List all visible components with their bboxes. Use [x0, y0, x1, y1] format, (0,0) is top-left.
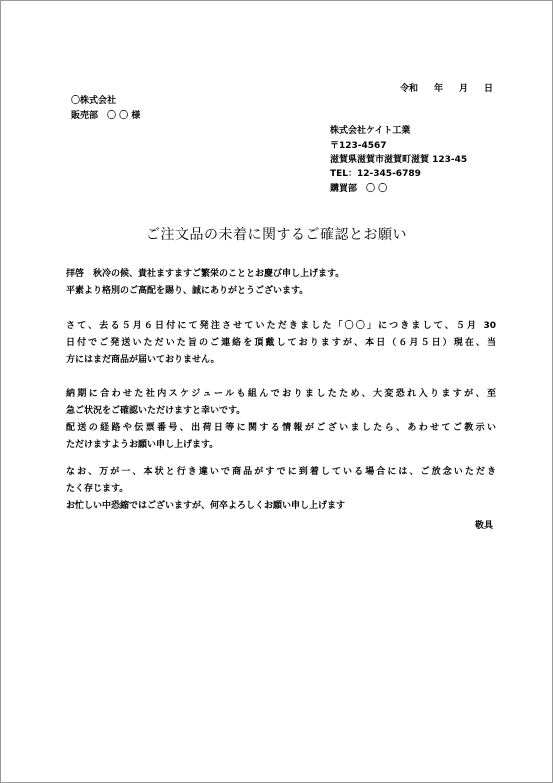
body-line: ただけますようお願い申し上げます。 — [66, 440, 219, 450]
paragraph-closing — [66, 464, 496, 515]
paragraph-greeting — [66, 266, 496, 300]
paragraph-issue — [66, 318, 496, 369]
body-line: お忙しい中恐縮ではございますが、何卒よろしくお願い申し上げます — [66, 501, 346, 511]
body-line: 急ご状況をご確認いただけますと幸いです。 — [66, 406, 246, 416]
body-line: 日付でご発送いただいた旨のご連絡を頂戴しておりますが、本日（６月５日）現在、当 — [66, 338, 496, 348]
date-era: 令和 — [399, 84, 418, 94]
date-year: 年 — [433, 84, 443, 94]
sender-address: 滋賀県滋賀市滋賀町滋賀 123-45 — [330, 155, 468, 165]
date-month: 月 — [458, 84, 468, 94]
date-day: 日 — [483, 84, 493, 94]
body-line: なお、万が一、本状と行き違いで商品がすでに到着している場合には、ご放念いただき — [66, 467, 496, 477]
document-title: ご注文品の未着に関するご確認とお願い — [146, 227, 407, 243]
sender-company: 株式会社ケイト工業 — [330, 126, 411, 136]
recipient-company: 〇株式会社 — [71, 96, 117, 106]
body-line: 拝啓 秋冷の候、貴社ますますご繁栄のこととお慶び申し上げます。 — [66, 269, 345, 279]
sender-dept: 購買部 〇 〇 — [330, 184, 388, 194]
body-line: 平素より格別のご高配を賜り、誠にありがとうございます。 — [66, 286, 309, 296]
date-line — [400, 81, 493, 94]
paragraph-request — [66, 386, 496, 454]
body-line: 方にはまだ商品が届いておりません。 — [66, 355, 220, 365]
body-line: さて、去る５月６日付にて発注させていただきました「〇〇」につきまして、５月 30 — [66, 321, 496, 331]
recipient-person: 販売部 〇 〇 様 — [71, 111, 141, 121]
body-line: 納期に合わせた社内スケジュールも組んでおりましたため、大変恐れ入りますが、至 — [66, 389, 496, 399]
body-line: 配送の経路や伝票番号、出荷日等に関する情報がございましたら、あわせてご教示い — [66, 423, 496, 433]
body-line: たく存じます。 — [66, 484, 129, 494]
sender-tel: TEL：12-345-6789 — [330, 169, 421, 179]
closing-word: 敬具 — [474, 521, 493, 531]
sender-postal: 〒123-4567 — [330, 141, 387, 151]
